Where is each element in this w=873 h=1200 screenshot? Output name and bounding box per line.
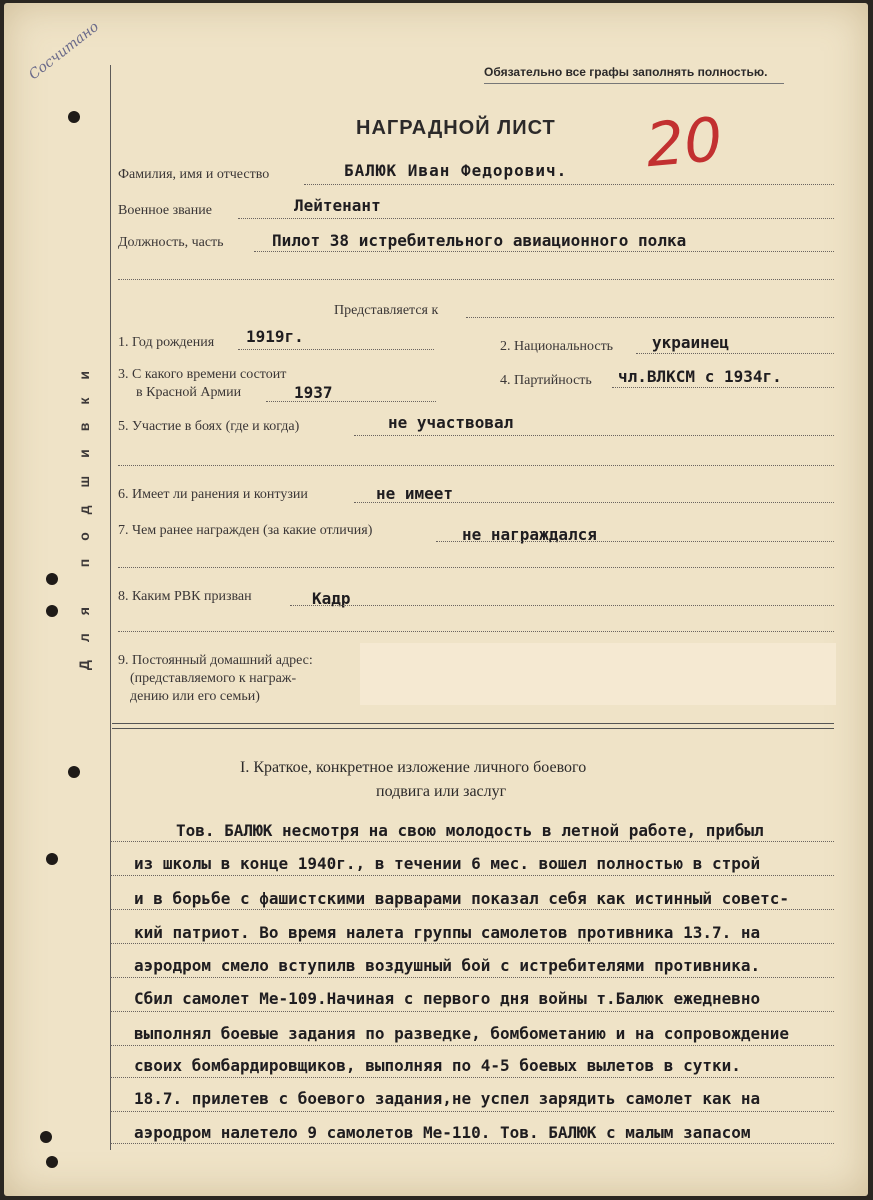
battles-label: 5. Участие в боях (где и когда) (118, 419, 300, 434)
rvk-label: 8. Каким РВК призван (118, 589, 252, 604)
margin-binding-label: Для подшивки (76, 353, 92, 671)
narrative-line: своих бомбардировщиков, выполняя по 4-5 боевых вылетов в сутки. (134, 1056, 741, 1075)
position-value: Пилот 38 истребительного авиационного полка (272, 231, 687, 250)
narrative-line: и в борьбе с фашистскими варварами показал себя как истинный советс- (134, 889, 790, 908)
presented-label: Представляется к (334, 303, 439, 318)
punch-hole (46, 853, 58, 865)
narrative-line: Тов. БАЛЮК несмотря на свою молодость в летной работе, прибыл (176, 821, 764, 840)
narrative-line: кий патриот. Во время налета группы самолетов противника 13.7. на (134, 923, 761, 942)
position-label: Должность, часть (118, 235, 224, 250)
address-label-1: 9. Постоянный домашний адрес: (118, 653, 313, 668)
birth-year-value: 1919г. (246, 327, 304, 346)
name-label: Фамилия, имя и отчество (118, 167, 270, 182)
counted-stamp: Сосчитано (25, 18, 103, 84)
rank-label: Военное звание (118, 203, 212, 218)
awards-label: 7. Чем ранее награжден (за какие отличия) (118, 523, 373, 538)
rank-value: Лейтенант (294, 196, 381, 215)
page-title: НАГРАДНОЙ ЛИСТ (356, 117, 556, 139)
party-label: 4. Партийность (500, 373, 592, 388)
narrative-line: выполнял боевые задания по разведке, бомбометанию и на сопровождение (134, 1024, 790, 1043)
narrative-line: 18.7. прилетев с боевого задания,не успел зарядить самолет как на (134, 1089, 761, 1108)
rvk-value: Кадр (312, 589, 351, 608)
award-sheet (4, 3, 868, 1196)
army-since-label-1: 3. С какого времени состоит (118, 367, 287, 382)
army-since-value: 1937 (294, 383, 333, 402)
punch-hole (40, 1131, 52, 1143)
handwritten-number: 20 (643, 104, 726, 182)
narrative-line: аэродром смело вступилв воздушный бой с истребителями противника. (134, 956, 761, 975)
battles-value: не участвовал (388, 413, 514, 432)
wounds-value: не имеет (376, 484, 454, 503)
wounds-label: 6. Имеет ли ранения и контузии (118, 487, 308, 502)
punch-hole (46, 605, 58, 617)
punch-hole (46, 1156, 58, 1168)
punch-hole (68, 111, 80, 123)
name-value: БАЛЮК Иван Федорович. (344, 161, 568, 180)
nationality-value: украинец (652, 333, 730, 352)
birth-year-label: 1. Год рождения (118, 335, 215, 350)
margin-line (110, 65, 111, 1150)
army-since-label-2: в Красной Армии (136, 385, 242, 400)
redacted-address (360, 643, 836, 705)
section-heading-1: I. Краткое, конкретное изложение личного боевого (240, 759, 587, 776)
punch-hole (46, 573, 58, 585)
awards-value: не награждался (462, 525, 597, 544)
punch-hole (68, 766, 80, 778)
address-label-2: (представляемого к награж- (130, 671, 297, 686)
section-heading-2: подвига или заслуг (376, 783, 507, 800)
nationality-label: 2. Национальность (500, 339, 614, 354)
fill-notice: Обязательно все графы заполнять полностью. (484, 65, 768, 79)
narrative-line: аэродром налетело 9 самолетов Ме-110. Тов. БАЛЮК с малым запасом (134, 1123, 751, 1142)
narrative-line: из школы в конце 1940г., в течении 6 мес. вошел полностью в строй (134, 854, 761, 873)
narrative-line: Сбил самолет Ме-109.Начиная с первого дня войны т.Балюк ежедневно (134, 989, 761, 1008)
address-label-3: дению или его семьи) (130, 689, 260, 704)
party-value: чл.ВЛКСМ с 1934г. (618, 367, 782, 386)
